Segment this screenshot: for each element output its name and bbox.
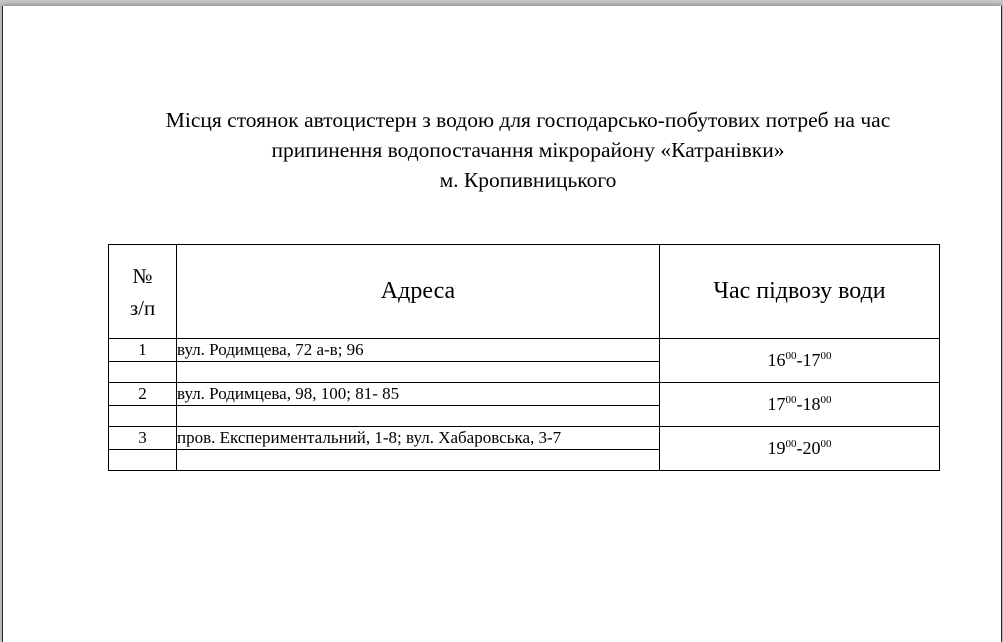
- table-row: [109, 427, 940, 450]
- title-line-1: Місця стоянок автоцистерн з водою для господарсько-побутових потреб на час: [165, 108, 891, 132]
- time-separator: -: [796, 438, 803, 458]
- row-delivery-time: [660, 427, 940, 471]
- empty-cell: [109, 450, 177, 471]
- time-start-minutes: 00: [785, 394, 797, 406]
- title-line-3: м. Кропивницького: [439, 168, 617, 192]
- header-number: [109, 245, 177, 339]
- time-end-minutes: 00: [820, 350, 832, 362]
- table-header-row: [109, 245, 940, 339]
- row-address: вул. Родимцева, 98, 100; 81- 85: [177, 383, 660, 406]
- row-number: 2: [109, 383, 177, 406]
- empty-cell: [177, 362, 660, 383]
- time-end-hour: 20: [802, 438, 821, 458]
- empty-cell: [177, 406, 660, 427]
- empty-cell: [109, 362, 177, 383]
- time-separator: -: [796, 394, 803, 414]
- document-title: [3, 105, 1003, 195]
- schedule-table: [108, 244, 940, 471]
- table-row: [109, 383, 940, 406]
- row-number: 3: [109, 427, 177, 450]
- time-start-hour: 19: [767, 438, 786, 458]
- header-number-symbol: №: [132, 263, 153, 288]
- time-start-hour: 16: [767, 350, 786, 370]
- time-end-hour: 18: [802, 394, 821, 414]
- time-start-minutes: 00: [785, 438, 797, 450]
- time-end-minutes: 00: [820, 394, 832, 406]
- row-number: 1: [109, 339, 177, 362]
- header-delivery-time: Час підвозу води: [660, 245, 940, 339]
- table-row: [109, 339, 940, 362]
- header-address: Адреса: [177, 245, 660, 339]
- row-address: вул. Родимцева, 72 а-в; 96: [177, 339, 660, 362]
- title-line-2: припинення водопостачання мікрорайону «Катранівки»: [271, 138, 785, 162]
- row-delivery-time: [660, 339, 940, 383]
- time-end-hour: 17: [802, 350, 821, 370]
- row-delivery-time: [660, 383, 940, 427]
- time-start-minutes: 00: [785, 350, 797, 362]
- row-address: пров. Експериментальний, 1-8; вул. Хабаровська, 3-7: [177, 427, 660, 450]
- header-number-abbr: з/п: [129, 295, 156, 320]
- time-start-hour: 17: [767, 394, 786, 414]
- time-end-minutes: 00: [820, 438, 832, 450]
- empty-cell: [177, 450, 660, 471]
- time-separator: -: [796, 350, 803, 370]
- empty-cell: [109, 406, 177, 427]
